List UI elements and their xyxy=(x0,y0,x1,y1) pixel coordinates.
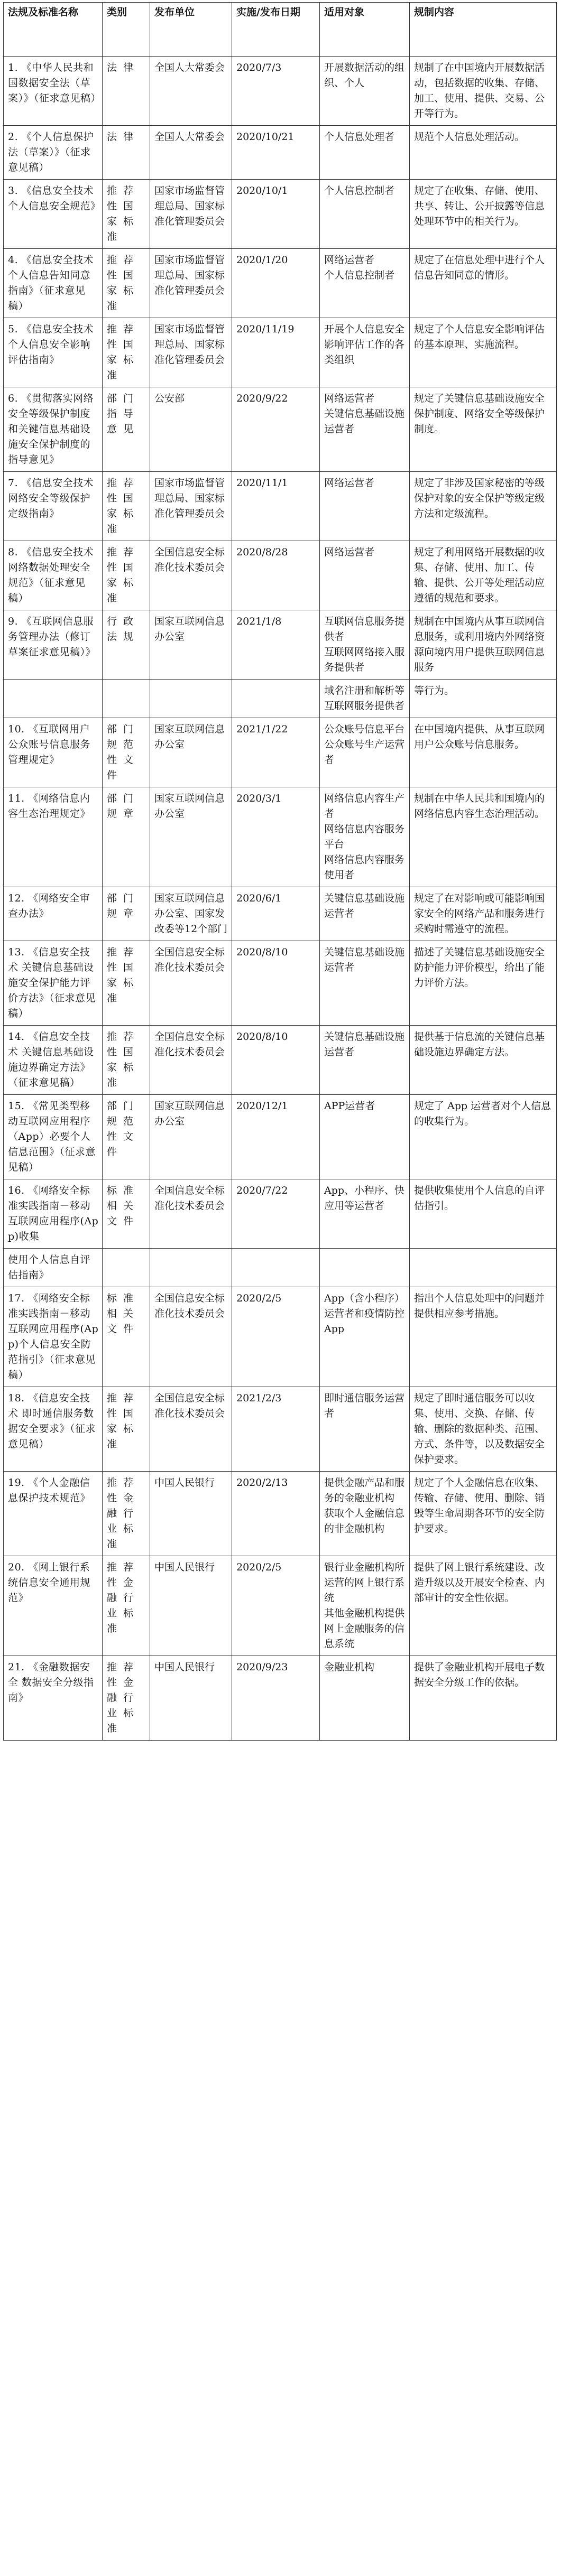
cell-content xyxy=(410,1472,557,1556)
cell-date xyxy=(232,541,320,610)
cell-name-text: 11. 《网络信息内容生态治理规定》 xyxy=(8,793,91,820)
cell-name-text: 14. 《信息安全技术 关键信息基础设施边界确定方法》（征求意见稿） xyxy=(8,1031,94,1089)
cell-target-text: 公众账号信息平台 公众账号生产运营者 xyxy=(324,723,405,766)
cell-type xyxy=(103,1095,150,1179)
cell-org-text: 全国信息安全标准化技术委员会 xyxy=(154,546,225,573)
cell-target-text: 互联网信息服务提供者 互联网网络接入服务提供者 xyxy=(324,616,405,673)
cell-org xyxy=(150,610,232,680)
cell-name xyxy=(4,249,103,318)
cell-content xyxy=(410,472,557,541)
table-row xyxy=(4,387,557,472)
cell-content-text: 规定了个人信息安全影响评估的基本原理、实施流程。 xyxy=(414,323,545,350)
cell-org xyxy=(150,1387,232,1472)
cell-target-text: App、小程序、快应用等运营者 xyxy=(324,1185,405,1212)
cell-content xyxy=(410,387,557,472)
cell-date xyxy=(232,1249,320,1287)
cell-org xyxy=(150,1026,232,1095)
cell-org xyxy=(150,318,232,387)
cell-content-text: 规定了 App 运营者对个人信息的收集行为。 xyxy=(414,1100,551,1127)
cell-content-text: 描述了关键信息基础设施安全防护能力评价模型，给出了能力评价方法。 xyxy=(414,946,545,989)
cell-target xyxy=(320,1556,410,1656)
cell-type xyxy=(103,1472,150,1556)
cell-org-text: 国家互联网信息办公室 xyxy=(154,616,225,643)
cell-date-text: 2021/1/22 xyxy=(236,723,288,735)
cell-name-text: 18. 《信息安全技术 即时通信服务数据安全要求》（征求意见稿） xyxy=(8,1392,96,1450)
cell-type xyxy=(103,1556,150,1656)
cell-target xyxy=(320,1656,410,1741)
cell-content-text: 在中国境内提供、从事互联网用户公众账号信息服务。 xyxy=(414,723,545,750)
cell-name-text: 20. 《网上银行系统信息安全通用规范》 xyxy=(8,1561,91,1604)
table-row xyxy=(4,1556,557,1656)
cell-date xyxy=(232,718,320,787)
cell-content xyxy=(410,1387,557,1472)
cell-name-text: 6. 《贯彻落实网络安全等级保护制度和关键信息基础设施安全保护制度的指导意见》 xyxy=(8,393,94,466)
cell-name xyxy=(4,887,103,941)
table-row xyxy=(4,318,557,387)
cell-target-text: 金融业机构 xyxy=(324,1661,375,1673)
cell-org-text: 国家互联网信息办公室 xyxy=(154,1100,225,1127)
cell-target xyxy=(320,887,410,941)
cell-name xyxy=(4,472,103,541)
cell-org-text: 全国信息安全标准化技术委员会 xyxy=(154,1185,225,1212)
cell-target xyxy=(320,787,410,887)
cell-target-text: 即时通信服务运营者 xyxy=(324,1392,405,1419)
cell-type-text: 部门规章 xyxy=(107,892,140,919)
cell-target-text: 关键信息基础设施运营者 xyxy=(324,1031,405,1058)
cell-target xyxy=(320,680,410,718)
table-row xyxy=(4,1095,557,1179)
cell-name-text: 19. 《个人金融信息保护技术规范》 xyxy=(8,1477,91,1504)
cell-date-text: 2020/3/1 xyxy=(236,793,282,804)
cell-name xyxy=(4,787,103,887)
cell-type xyxy=(103,941,150,1026)
cell-date-text: 2020/2/5 xyxy=(236,1292,282,1304)
table-row xyxy=(4,541,557,610)
cell-date-text: 2020/8/10 xyxy=(236,946,288,958)
cell-name xyxy=(4,718,103,787)
cell-date-text: 2020/10/21 xyxy=(236,131,295,143)
cell-date-text: 2020/6/1 xyxy=(236,892,282,904)
cell-type xyxy=(103,610,150,680)
cell-type xyxy=(103,1179,150,1249)
cell-type xyxy=(103,1249,150,1287)
cell-content-text: 规定了在信息处理中进行个人信息告知同意的情形。 xyxy=(414,254,545,281)
cell-name-text: 9. 《互联网信息服务管理办法（修订草案征求意见稿）》 xyxy=(8,616,96,658)
cell-name xyxy=(4,941,103,1026)
cell-type-text: 推荐性国家标准 xyxy=(107,477,140,535)
table-row xyxy=(4,1287,557,1387)
cell-content xyxy=(410,1026,557,1095)
cell-content-text: 提供基于信息流的关键信息基础设施边界确定方法。 xyxy=(414,1031,545,1058)
cell-type xyxy=(103,126,150,180)
cell-target-text: 网络信息内容生产者 网络信息内容服务平台 网络信息内容服务使用者 xyxy=(324,793,405,881)
cell-name-text: 13. 《信息安全技术 关键信息基础设施安全保护能力评价方法》（征求意见稿） xyxy=(8,946,96,1019)
cell-org xyxy=(150,249,232,318)
cell-type-text: 推荐性金融行业标准 xyxy=(107,1561,140,1634)
cell-name xyxy=(4,1026,103,1095)
cell-target xyxy=(320,1026,410,1095)
cell-content xyxy=(410,887,557,941)
cell-target-text: 关键信息基础设施运营者 xyxy=(324,892,405,919)
cell-org xyxy=(150,1656,232,1741)
cell-target-text: 提供金融产品和服务的金融业机构 获取个人金融信息的非金融机构 xyxy=(324,1477,405,1535)
cell-content xyxy=(410,1095,557,1179)
cell-name-text: 21. 《金融数据安全 数据安全分级指南》 xyxy=(8,1661,94,1704)
cell-type-text: 行政法规 xyxy=(107,616,140,643)
cell-content-text: 指出个人信息处理中的问题并提供相应参考措施。 xyxy=(414,1292,545,1319)
cell-date xyxy=(232,1179,320,1249)
cell-date-text: 2020/9/22 xyxy=(236,393,288,404)
cell-org-text: 中国人民银行 xyxy=(154,1561,215,1573)
cell-type-text: 部门规范性文件 xyxy=(107,1100,140,1158)
cell-name-text: 3. 《信息安全技术 个人信息安全规范》 xyxy=(8,185,101,212)
cell-target xyxy=(320,180,410,249)
cell-date-text: 2020/12/1 xyxy=(236,1100,288,1112)
cell-target xyxy=(320,1095,410,1179)
cell-target xyxy=(320,1179,410,1249)
cell-type xyxy=(103,787,150,887)
cell-name xyxy=(4,1095,103,1179)
cell-type xyxy=(103,180,150,249)
cell-org-text: 国家市场监督管理总局、国家标准化管理委员会 xyxy=(154,185,225,227)
cell-target-text: 关键信息基础设施运营者 xyxy=(324,946,405,973)
cell-content xyxy=(410,126,557,180)
cell-type xyxy=(103,57,150,126)
cell-org-text: 全国人大常委会 xyxy=(154,62,225,73)
cell-type xyxy=(103,887,150,941)
cell-org xyxy=(150,1556,232,1656)
cell-name xyxy=(4,680,103,718)
cell-date xyxy=(232,787,320,887)
header-name: 法规及标准名称 xyxy=(4,3,103,57)
table-row xyxy=(4,887,557,941)
regulations-table xyxy=(3,2,557,1741)
cell-content xyxy=(410,57,557,126)
cell-content xyxy=(410,1556,557,1656)
cell-content xyxy=(410,1249,557,1287)
cell-org-text: 全国信息安全标准化技术委员会 xyxy=(154,1031,225,1058)
table-row xyxy=(4,180,557,249)
table-row xyxy=(4,718,557,787)
table-row xyxy=(4,1179,557,1249)
cell-content xyxy=(410,1179,557,1249)
cell-type xyxy=(103,541,150,610)
cell-content-text: 规定了利用网络开展数据的收集、存储、使用、加工、传输、提供、公开等处理活动应遵循的规范和要求。 xyxy=(414,546,545,604)
cell-org-text: 全国信息安全标准化技术委员会 xyxy=(154,1292,225,1319)
cell-type-text: 推荐性国家标准 xyxy=(107,254,140,312)
cell-target-text: App（含小程序）运营者和疫情防控App xyxy=(324,1292,405,1335)
cell-target xyxy=(320,472,410,541)
cell-name xyxy=(4,610,103,680)
cell-date-text: 2021/1/8 xyxy=(236,616,282,627)
cell-date xyxy=(232,1556,320,1656)
cell-content-text: 规定了在对影响或可能影响国家安全的网络产品和服务进行采购时需遵守的流程。 xyxy=(414,892,545,935)
cell-content-text: 规定了个人金融信息在收集、传输、存储、使用、删除、销毁等生命周期各环节的安全防护要求。 xyxy=(414,1477,545,1535)
cell-content xyxy=(410,1656,557,1741)
cell-org xyxy=(150,472,232,541)
cell-org xyxy=(150,941,232,1026)
cell-org-text: 国家互联网信息办公室、国家发改委等12个部门 xyxy=(154,892,228,935)
cell-type-text: 部门规范性文件 xyxy=(107,723,140,781)
cell-date xyxy=(232,1472,320,1556)
cell-org xyxy=(150,1472,232,1556)
header-date: 实施/发布日期 xyxy=(232,3,320,57)
cell-name-text: 12. 《网络安全审查办法》 xyxy=(8,892,90,919)
cell-org xyxy=(150,541,232,610)
cell-content-text: 规制在中华人民共和国境内的网络信息内容生态治理活动。 xyxy=(414,793,545,820)
cell-org xyxy=(150,787,232,887)
cell-target xyxy=(320,1472,410,1556)
table-row xyxy=(4,787,557,887)
cell-target xyxy=(320,387,410,472)
cell-date xyxy=(232,610,320,680)
cell-date xyxy=(232,680,320,718)
cell-name-text: 17. 《网络安全标准实践指南－移动互联网应用程序(App)个人信息安全防范指引》（征求意见稿） xyxy=(8,1292,99,1381)
cell-org xyxy=(150,57,232,126)
cell-content-text: 规制了在中国境内开展数据活动，包括数据的收集、存储、加工、使用、提供、交易、公开等行为。 xyxy=(414,62,545,119)
cell-date xyxy=(232,941,320,1026)
cell-type-text: 推荐性国家标准 xyxy=(107,323,140,381)
cell-type-text: 推荐性国家标准 xyxy=(107,946,140,1004)
cell-date-text: 2020/10/1 xyxy=(236,185,288,197)
cell-date-text: 2020/7/3 xyxy=(236,62,282,73)
cell-target xyxy=(320,126,410,180)
cell-type xyxy=(103,1026,150,1095)
table-row xyxy=(4,472,557,541)
cell-org xyxy=(150,387,232,472)
cell-date-text: 2020/11/1 xyxy=(236,477,288,489)
cell-org-text: 国家互联网信息办公室 xyxy=(154,793,225,820)
cell-type-text: 部门指导意见 xyxy=(107,393,140,435)
cell-target-text: 网络运营者 xyxy=(324,477,375,489)
cell-date-text: 2020/8/10 xyxy=(236,1031,288,1043)
cell-name xyxy=(4,1249,103,1287)
cell-type xyxy=(103,472,150,541)
cell-type xyxy=(103,1287,150,1387)
cell-type-text: 推荐性国家标准 xyxy=(107,546,140,604)
cell-org-text: 国家市场监督管理总局、国家标准化管理委员会 xyxy=(154,254,225,296)
header-type: 类别 xyxy=(103,3,150,57)
cell-type xyxy=(103,1656,150,1741)
cell-date-text: 2020/1/20 xyxy=(236,254,288,266)
cell-name-text: 7. 《信息安全技术 网络安全等级保护定级指南》 xyxy=(8,477,94,519)
cell-name xyxy=(4,1287,103,1387)
cell-type xyxy=(103,249,150,318)
cell-type-text: 标准相关文件 xyxy=(107,1185,140,1227)
cell-target xyxy=(320,1387,410,1472)
cell-org-text: 国家市场监督管理总局、国家标准化管理委员会 xyxy=(154,323,225,366)
cell-name-text: 2. 《个人信息保护法（草案）》（征求意见稿） xyxy=(8,131,94,173)
cell-content xyxy=(410,718,557,787)
cell-content-text: 规定了在收集、存储、使用、共享、转让、公开披露等信息处理环节中的相关行为。 xyxy=(414,185,545,227)
cell-content-text: 规范个人信息处理活动。 xyxy=(414,131,525,143)
cell-target xyxy=(320,1249,410,1287)
cell-date-text: 2021/2/3 xyxy=(236,1392,282,1404)
cell-date-text: 2020/9/23 xyxy=(236,1661,288,1673)
cell-date-text: 2020/7/22 xyxy=(236,1185,288,1196)
cell-date xyxy=(232,887,320,941)
cell-target-text: 银行业金融机构所运营的网上银行系统 其他金融机构提供网上金融服务的信息系统 xyxy=(324,1561,405,1650)
cell-type xyxy=(103,318,150,387)
cell-name-text: 10. 《互联网用户公众账号信息服务管理规定》 xyxy=(8,723,91,766)
cell-type-text: 部门规章 xyxy=(107,793,140,820)
cell-date xyxy=(232,318,320,387)
cell-date xyxy=(232,57,320,126)
cell-type xyxy=(103,1387,150,1472)
header-org: 发布单位 xyxy=(150,3,232,57)
header-target: 适用对象 xyxy=(320,3,410,57)
table-row xyxy=(4,1026,557,1095)
cell-name xyxy=(4,541,103,610)
cell-content-text: 提供收集使用个人信息的自评估指引。 xyxy=(414,1185,545,1212)
cell-org xyxy=(150,1095,232,1179)
cell-type-text: 推荐性国家标准 xyxy=(107,1031,140,1089)
cell-date xyxy=(232,249,320,318)
table-row xyxy=(4,1387,557,1472)
cell-date xyxy=(232,1287,320,1387)
cell-date xyxy=(232,472,320,541)
cell-org xyxy=(150,180,232,249)
cell-date xyxy=(232,1387,320,1472)
table-row xyxy=(4,941,557,1026)
cell-date-text: 2020/2/13 xyxy=(236,1477,288,1489)
cell-name-text: 1. 《中华人民共和国数据安全法（草案）》（征求意见稿） xyxy=(8,62,102,104)
cell-org xyxy=(150,887,232,941)
cell-content-text: 提供了金融业机构开展电子数据安全分级工作的依据。 xyxy=(414,1661,545,1688)
cell-date xyxy=(232,126,320,180)
cell-target xyxy=(320,718,410,787)
cell-target-text: 网络运营者 关键信息基础设施运营者 xyxy=(324,393,405,435)
cell-date xyxy=(232,1095,320,1179)
cell-org-text: 中国人民银行 xyxy=(154,1661,215,1673)
cell-org-text: 中国人民银行 xyxy=(154,1477,215,1489)
cell-type-text: 推荐性国家标准 xyxy=(107,185,140,243)
cell-name xyxy=(4,387,103,472)
cell-target xyxy=(320,941,410,1026)
cell-name xyxy=(4,318,103,387)
cell-name xyxy=(4,1179,103,1249)
cell-org-text: 国家互联网信息办公室 xyxy=(154,723,225,750)
cell-content xyxy=(410,541,557,610)
cell-name-text: 使用个人信息自评估指南》 xyxy=(8,1254,91,1281)
cell-name xyxy=(4,1387,103,1472)
cell-content-text: 提供了网上银行系统建设、改造升级以及开展安全检查、内部审计的安全性依据。 xyxy=(414,1561,545,1604)
cell-date xyxy=(232,180,320,249)
cell-type xyxy=(103,387,150,472)
cell-content-text: 规制在中国境内从事互联网信息服务，或利用境内外网络资源向境内用户提供互联网信息服务 xyxy=(414,616,545,673)
cell-date-text: 2020/2/5 xyxy=(236,1561,282,1573)
table-row xyxy=(4,610,557,680)
cell-date xyxy=(232,1656,320,1741)
cell-content xyxy=(410,1287,557,1387)
cell-target xyxy=(320,1287,410,1387)
cell-content-text: 等行为。 xyxy=(414,685,455,696)
cell-name-text: 15. 《常见类型移动互联网应用程序（App）必要个人信息范围》（征求意见稿） xyxy=(8,1100,96,1173)
cell-org xyxy=(150,1287,232,1387)
cell-content xyxy=(410,680,557,718)
cell-content xyxy=(410,180,557,249)
cell-type-text: 推荐性金融行业标准 xyxy=(107,1477,140,1550)
cell-org xyxy=(150,126,232,180)
cell-org-text: 公安部 xyxy=(154,393,185,404)
cell-org-text: 全国人大常委会 xyxy=(154,131,225,143)
cell-name xyxy=(4,1656,103,1741)
cell-content xyxy=(410,941,557,1026)
cell-name-text: 5. 《信息安全技术 个人信息安全影响评估指南》 xyxy=(8,323,94,366)
cell-org xyxy=(150,1249,232,1287)
table-header-row xyxy=(4,3,557,57)
cell-target xyxy=(320,57,410,126)
cell-name-text: 4. 《信息安全技术 个人信息告知同意指南》（征求意见稿） xyxy=(8,254,94,312)
table-row xyxy=(4,126,557,180)
cell-name xyxy=(4,180,103,249)
table-row xyxy=(4,1656,557,1741)
cell-name xyxy=(4,1472,103,1556)
cell-type-text: 法律 xyxy=(107,62,140,73)
cell-date xyxy=(232,387,320,472)
cell-target-text: 开展个人信息安全影响评估工作的各类组织 xyxy=(324,323,405,366)
cell-date xyxy=(232,1026,320,1095)
cell-date-text: 2020/8/28 xyxy=(236,546,288,558)
cell-content-text: 规定了即时通信服务可以收集、使用、交换、存储、传输、删除的数据种类、范围、方式、条件等，以及数据安全保护要求。 xyxy=(414,1392,545,1465)
table-row xyxy=(4,1249,557,1287)
cell-org-text: 全国信息安全标准化技术委员会 xyxy=(154,946,225,973)
cell-org-text: 全国信息安全标准化技术委员会 xyxy=(154,1392,225,1419)
cell-content xyxy=(410,610,557,680)
cell-name xyxy=(4,126,103,180)
cell-target xyxy=(320,249,410,318)
cell-org xyxy=(150,680,232,718)
cell-target xyxy=(320,318,410,387)
cell-content xyxy=(410,787,557,887)
cell-name xyxy=(4,57,103,126)
cell-org-text: 国家市场监督管理总局、国家标准化管理委员会 xyxy=(154,477,225,519)
cell-target-text: 开展数据活动的组织、个人 xyxy=(324,62,405,89)
cell-target-text: 个人信息处理者 xyxy=(324,131,395,143)
cell-content-text: 规定了关键信息基础设施安全保护制度、网络安全等级保护制度。 xyxy=(414,393,545,435)
cell-target-text: 网络运营者 xyxy=(324,546,375,558)
table-row xyxy=(4,680,557,718)
cell-name-text: 8. 《信息安全技术 网络数据处理安全规范》（征求意见稿） xyxy=(8,546,94,604)
cell-target-text: 域名注册和解析等互联网服务提供者 xyxy=(324,685,405,712)
cell-content xyxy=(410,249,557,318)
cell-date-text: 2020/11/19 xyxy=(236,323,295,335)
cell-target-text: APP运营者 xyxy=(324,1100,375,1112)
table-row xyxy=(4,57,557,126)
cell-type xyxy=(103,680,150,718)
cell-target xyxy=(320,610,410,680)
cell-name-text: 16. 《网络安全标准实践指南－移动互联网应用程序(App)收集 xyxy=(8,1185,99,1242)
table-body xyxy=(4,57,557,1741)
table-row xyxy=(4,249,557,318)
table-row xyxy=(4,1472,557,1556)
cell-type-text: 推荐性国家标准 xyxy=(107,1392,140,1450)
cell-type-text: 推荐性金融行业标准 xyxy=(107,1661,140,1734)
cell-type-text: 法律 xyxy=(107,131,140,143)
cell-target-text: 网络运营者 个人信息控制者 xyxy=(324,254,395,281)
cell-type xyxy=(103,718,150,787)
cell-content xyxy=(410,318,557,387)
cell-target xyxy=(320,541,410,610)
cell-type-text: 标准相关文件 xyxy=(107,1292,140,1335)
cell-org xyxy=(150,718,232,787)
cell-content-text: 规定了非涉及国家秘密的等级保护对象的安全保护等级定级方法和定级流程。 xyxy=(414,477,545,519)
cell-target-text: 个人信息控制者 xyxy=(324,185,395,197)
cell-org xyxy=(150,1179,232,1249)
header-content: 规制内容 xyxy=(410,3,557,57)
cell-name xyxy=(4,1556,103,1656)
